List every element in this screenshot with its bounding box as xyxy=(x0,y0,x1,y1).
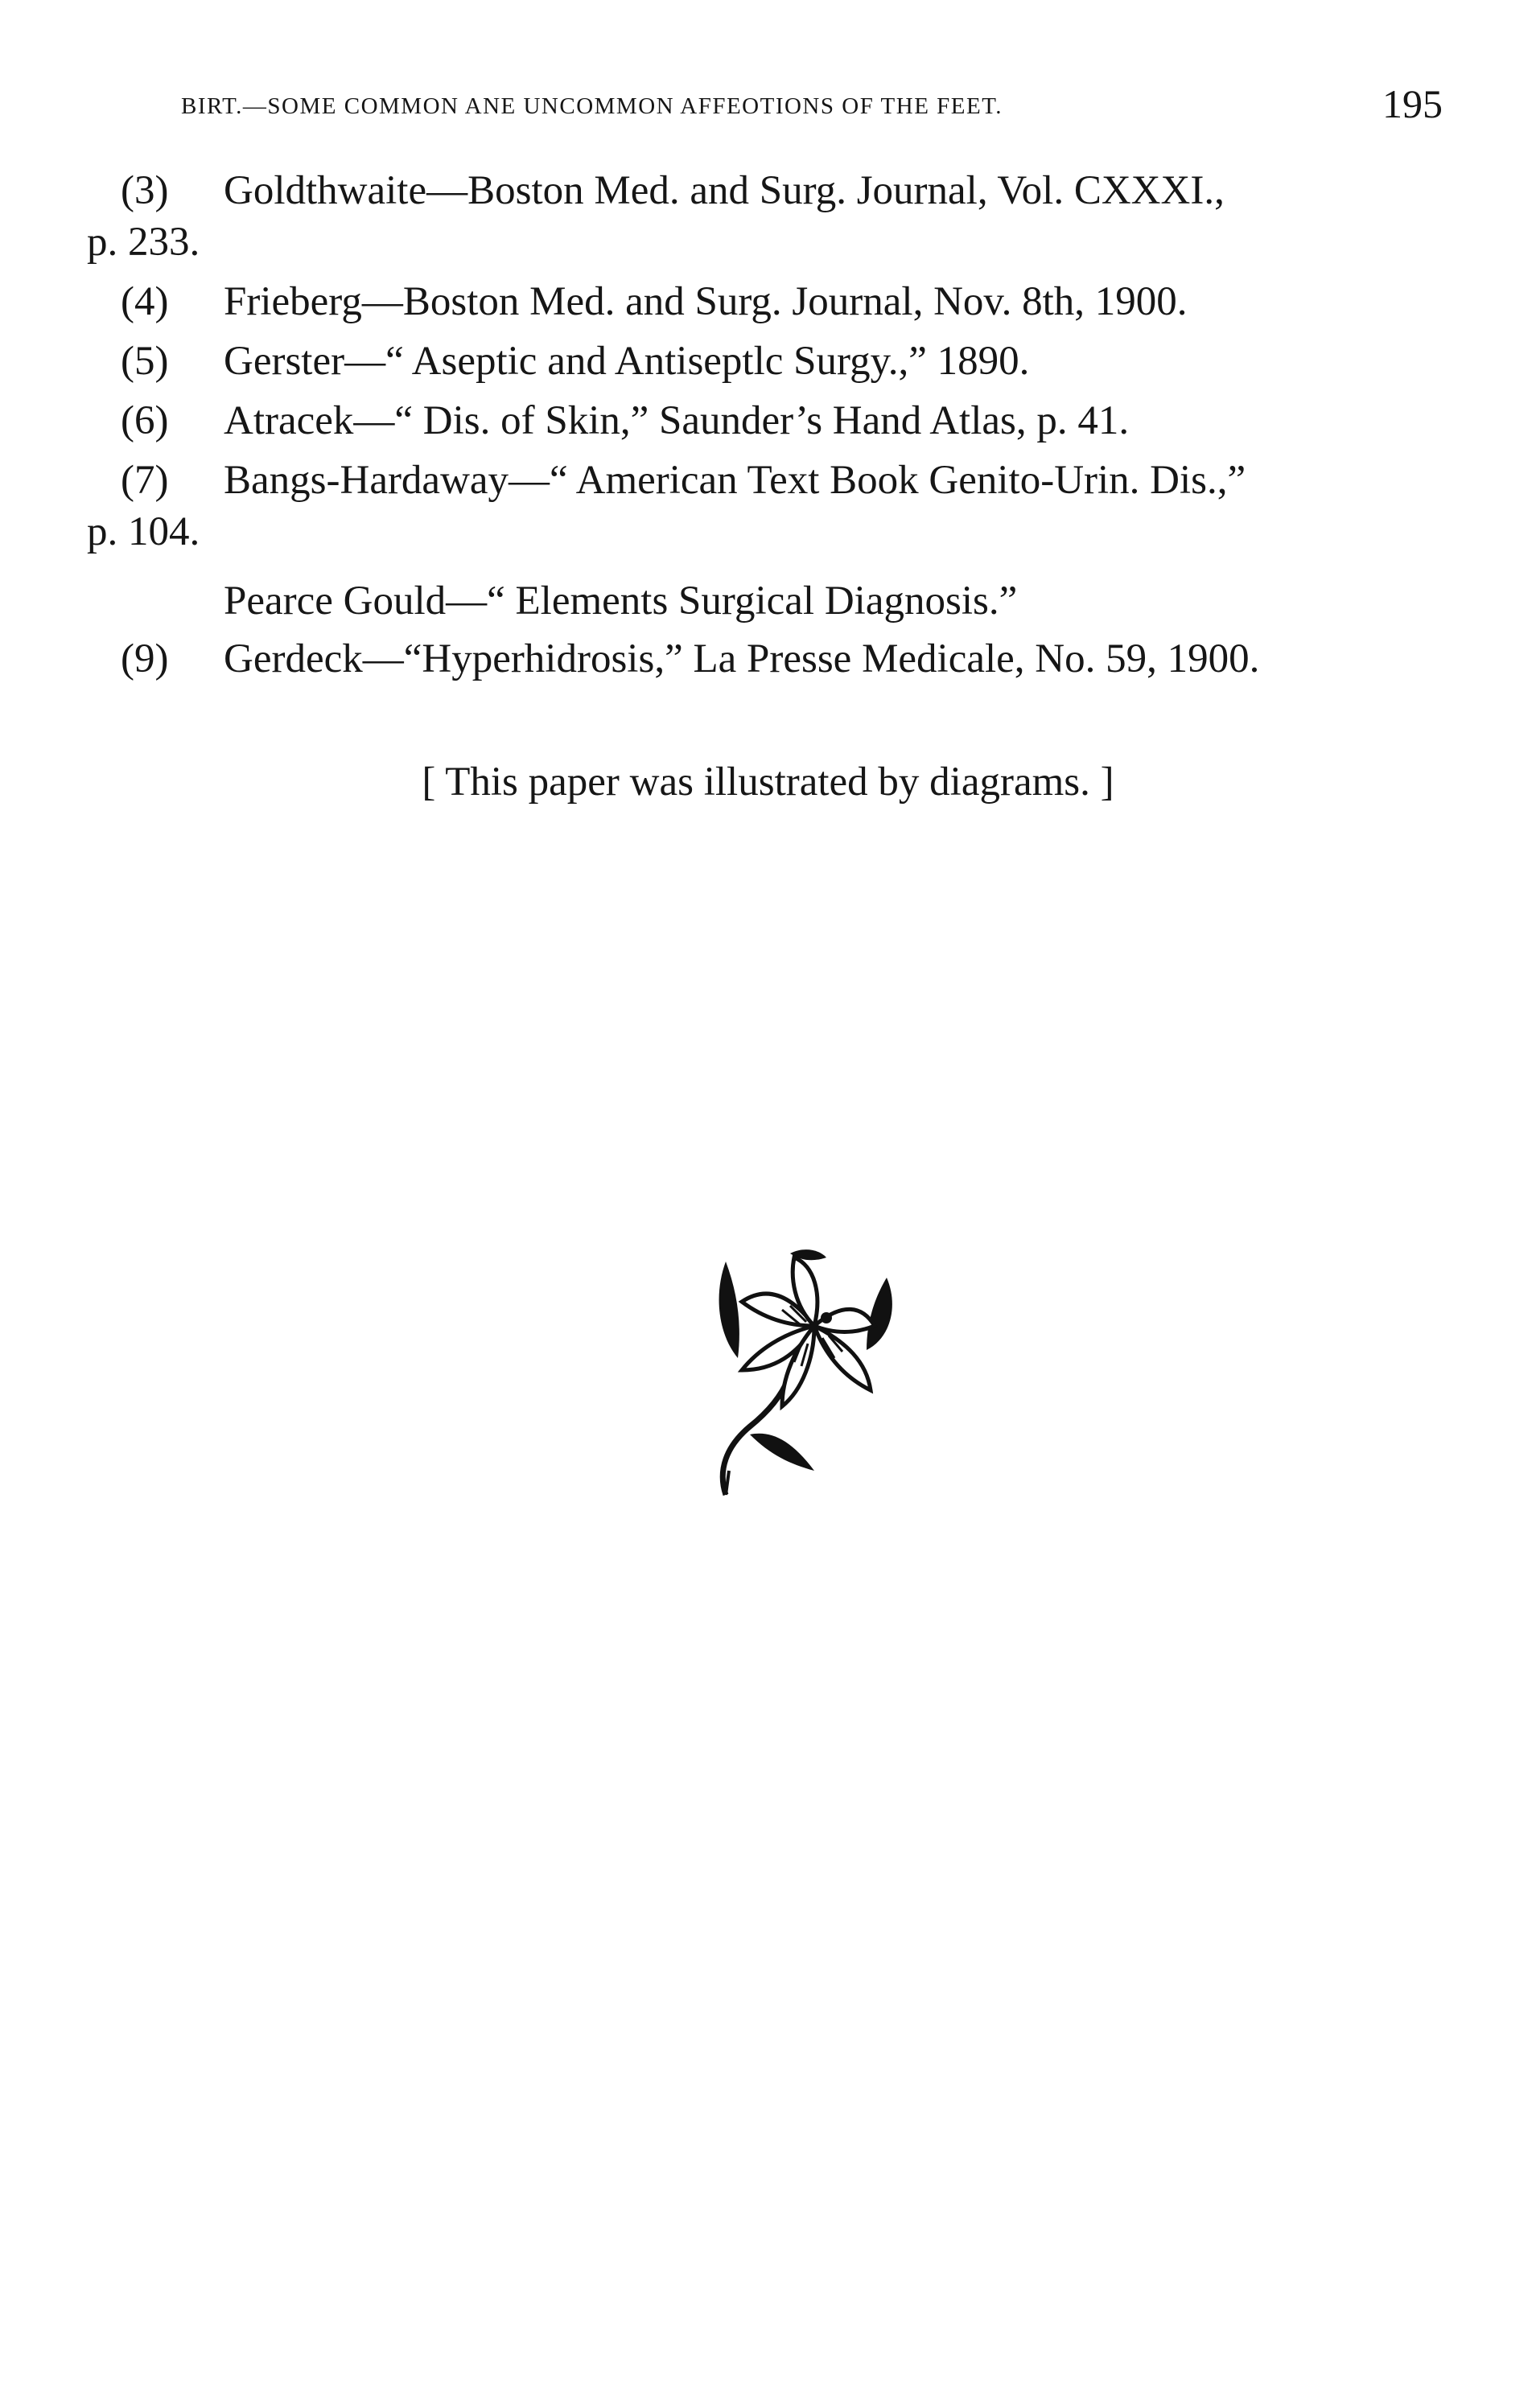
reference-continuation-text: p. 233. xyxy=(87,220,200,265)
reference-text: Frieberg—Boston Med. and Surg. Journal, Nov. 8th, 1900. xyxy=(224,279,1188,324)
reference-number: (6) xyxy=(121,398,169,443)
flower-ornament-icon xyxy=(694,1229,911,1503)
page-number: 195 xyxy=(1382,81,1443,126)
reference-number: (5) xyxy=(121,339,169,384)
running-head: BIRT.—SOME COMMON ANE UNCOMMON AFFEOTIONS OF THE FEET. xyxy=(181,93,1003,119)
reference-continuation-text: p. 104. xyxy=(87,509,200,554)
reference-text: Bangs-Hardaway—“ American Text Book Genito-Urin. Dis.,” xyxy=(224,458,1246,503)
reference-text: Gerdeck—“Hyperhidrosis,” La Presse Medicale, No. 59, 1900. xyxy=(224,636,1260,681)
reference-text: Atracek—“ Dis. of Skin,” Saunder’s Hand Atlas, p. 41. xyxy=(224,398,1130,443)
illustration-note: [ This paper was illustrated by diagrams. ] xyxy=(422,759,1114,805)
reference-text: Pearce Gould—“ Elements Surgical Diagnosis.” xyxy=(224,578,1018,624)
reference-text: Gerster—“ Aseptic and Antiseptlc Surgy.,” 1890. xyxy=(224,339,1030,384)
reference-number: (9) xyxy=(121,636,169,681)
reference-number: (7) xyxy=(121,458,169,503)
reference-number: (4) xyxy=(121,279,169,324)
reference-number: (3) xyxy=(121,168,169,213)
reference-text: Goldthwaite—Boston Med. and Surg. Journal, Vol. CXXXI., xyxy=(224,168,1225,213)
page-header xyxy=(0,79,1536,135)
